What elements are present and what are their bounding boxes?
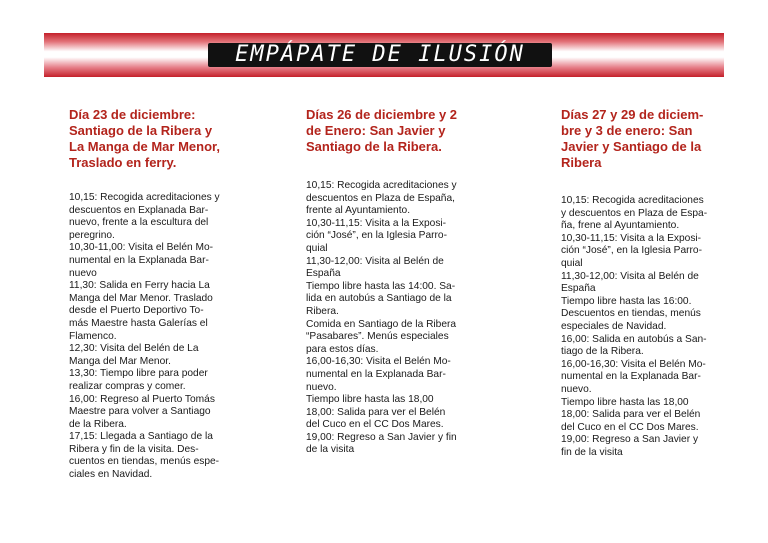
schedule-line: descuentos en Explanada Bar- [69, 204, 209, 216]
schedule-line: 10,15: Recogida acreditaciones [561, 195, 704, 206]
schedule-line: nuevo. [306, 381, 337, 393]
schedule-line: 13,30: Tiempo libre para poder [69, 368, 208, 380]
column-body [561, 195, 731, 459]
schedule-line: quial [306, 242, 328, 254]
schedule-line: descuentos en Plaza de España, [306, 192, 455, 204]
schedule-line: 16,00: Salida en autobús a San- [561, 333, 707, 345]
schedule-line: Comida en Santiago de la Ribera [306, 318, 457, 330]
schedule-line: 16,00: Regreso al Puerto Tomás [69, 393, 215, 405]
heading-line: Traslado en ferry. [69, 155, 177, 170]
banner-title: EMPÁPATE DE ILUSIÓN [235, 42, 525, 67]
heading-line: Santiago de la Ribera. [306, 139, 442, 154]
heading-line: Ribera [561, 155, 602, 170]
schedule-line: 18,00: Salida para ver el Belén [561, 409, 701, 421]
column-body [69, 192, 241, 482]
schedule-column-dec-26-jan-2 [306, 107, 476, 457]
schedule-line: tiago de la Ribera. [561, 346, 644, 358]
schedule-line: 18,00: Salida para ver el Belén [306, 406, 446, 418]
schedule-line: 10,30-11,15: Visita a la Exposi- [561, 232, 702, 244]
schedule-line: Tiempo libre hasta las 18,00 [561, 396, 689, 408]
schedule-line: 11,30-12,00: Visita al Belén de [561, 270, 699, 282]
schedule-line: ción “José”, en la Iglesia Parro- [306, 230, 447, 242]
schedule-line: lida en autobús a Santiago de la [306, 293, 452, 305]
schedule-line: 10,30-11,15: Visita a la Exposi- [306, 217, 447, 229]
schedule-line: Manga del Mar Menor. Traslado [69, 292, 213, 304]
heading-line: Día 23 de diciembre: [69, 107, 196, 122]
schedule-line: del Cuco en el CC Dos Mares. [561, 421, 699, 433]
heading-line: de Enero: San Javier y [306, 123, 446, 138]
schedule-line: desde el Puerto Deportivo To- [69, 305, 204, 317]
schedule-line: nuevo, frente a la escultura del [69, 217, 209, 229]
schedule-line: “Pasabares”. Menús especiales [306, 331, 449, 343]
schedule-line: 11,30: Salida en Ferry hacia La [69, 280, 210, 292]
schedule-line: ción “José”, en la Iglesia Parro- [561, 245, 702, 257]
column-heading [69, 107, 241, 171]
schedule-line: frente al Ayuntamiento. [306, 205, 411, 217]
schedule-line: más Maestre hasta Galerías el [69, 317, 208, 329]
schedule-line: 16,00-16,30: Visita el Belén Mo- [306, 356, 451, 368]
schedule-line: 17,15: Llegada a Santiago de la [69, 431, 213, 443]
heading-line: Días 27 y 29 de diciem- [561, 107, 704, 122]
schedule-line: 16,00-16,30: Visita el Belén Mo- [561, 358, 706, 370]
schedule-line: cuentos en tiendas, menús espe- [69, 456, 220, 468]
schedule-column-dec-27-29-jan-3 [561, 107, 731, 459]
schedule-line: peregrino. [69, 229, 115, 241]
heading-line: Días 26 de diciembre y 2 [306, 107, 458, 122]
heading-line: Santiago de la Ribera y [69, 123, 213, 138]
schedule-line: Maestre para volver a Santiago [69, 406, 211, 418]
schedule-line: Tiempo libre hasta las 16:00. [561, 295, 692, 307]
schedule-line: 11,30-12,00: Visita al Belén de [306, 255, 444, 267]
schedule-line: ciales en Navidad. [69, 469, 153, 481]
schedule-line: Ribera y fin de la visita. Des- [69, 443, 199, 455]
schedule-line: quial [561, 257, 583, 269]
schedule-line: 10,15: Recogida acreditaciones y [69, 192, 220, 203]
schedule-line: de la visita [306, 444, 355, 456]
schedule-line: fin de la visita [561, 446, 623, 458]
schedule-line: 12,30: Visita del Belén de La [69, 343, 199, 355]
schedule-line: del Cuco en el CC Dos Mares. [306, 419, 444, 431]
column-body [306, 180, 476, 457]
schedule-line: Ribera. [306, 305, 339, 317]
schedule-line: 19,00: Regreso a San Javier y [561, 434, 699, 446]
schedule-line: 19,00: Regreso a San Javier y fin [306, 431, 457, 443]
schedule-line: de la Ribera. [69, 418, 127, 430]
schedule-line: Flamenco. [69, 330, 117, 342]
schedule-line: especiales de Navidad. [561, 320, 667, 332]
schedule-line: 10,15: Recogida acreditaciones y [306, 180, 457, 191]
schedule-line: realizar compras y comer. [69, 380, 186, 392]
schedule-line: Tiempo libre hasta las 18,00 [306, 394, 434, 406]
schedule-line: nuevo [69, 267, 97, 279]
schedule-line: numental en la Explanada Bar- [69, 254, 209, 266]
schedule-line: Tiempo libre hasta las 14:00. Sa- [306, 280, 456, 292]
column-heading [306, 107, 476, 155]
schedule-line: España [306, 268, 341, 280]
heading-line: Javier y Santiago de la [561, 139, 702, 154]
schedule-line: y descuentos en Plaza de Espa- [561, 207, 708, 219]
schedule-line: numental en la Explanada Bar- [561, 371, 701, 383]
schedule-line: ña, frene al Ayuntamiento. [561, 220, 680, 232]
schedule-line: 10,30-11,00: Visita el Belén Mo- [69, 242, 214, 254]
schedule-column-dec-23 [69, 107, 241, 482]
schedule-line: nuevo. [561, 383, 592, 395]
schedule-line: Descuentos en tiendas, menús [561, 308, 701, 320]
schedule-line: Manga del Mar Menor. [69, 355, 171, 367]
heading-line: bre y 3 de enero: San [561, 123, 693, 138]
heading-line: La Manga de Mar Menor, [69, 139, 220, 154]
column-heading [561, 107, 731, 171]
schedule-line: para estos días. [306, 343, 379, 355]
schedule-line: España [561, 283, 596, 295]
schedule-line: numental en la Explanada Bar- [306, 368, 446, 380]
banner-title-box [208, 43, 552, 67]
